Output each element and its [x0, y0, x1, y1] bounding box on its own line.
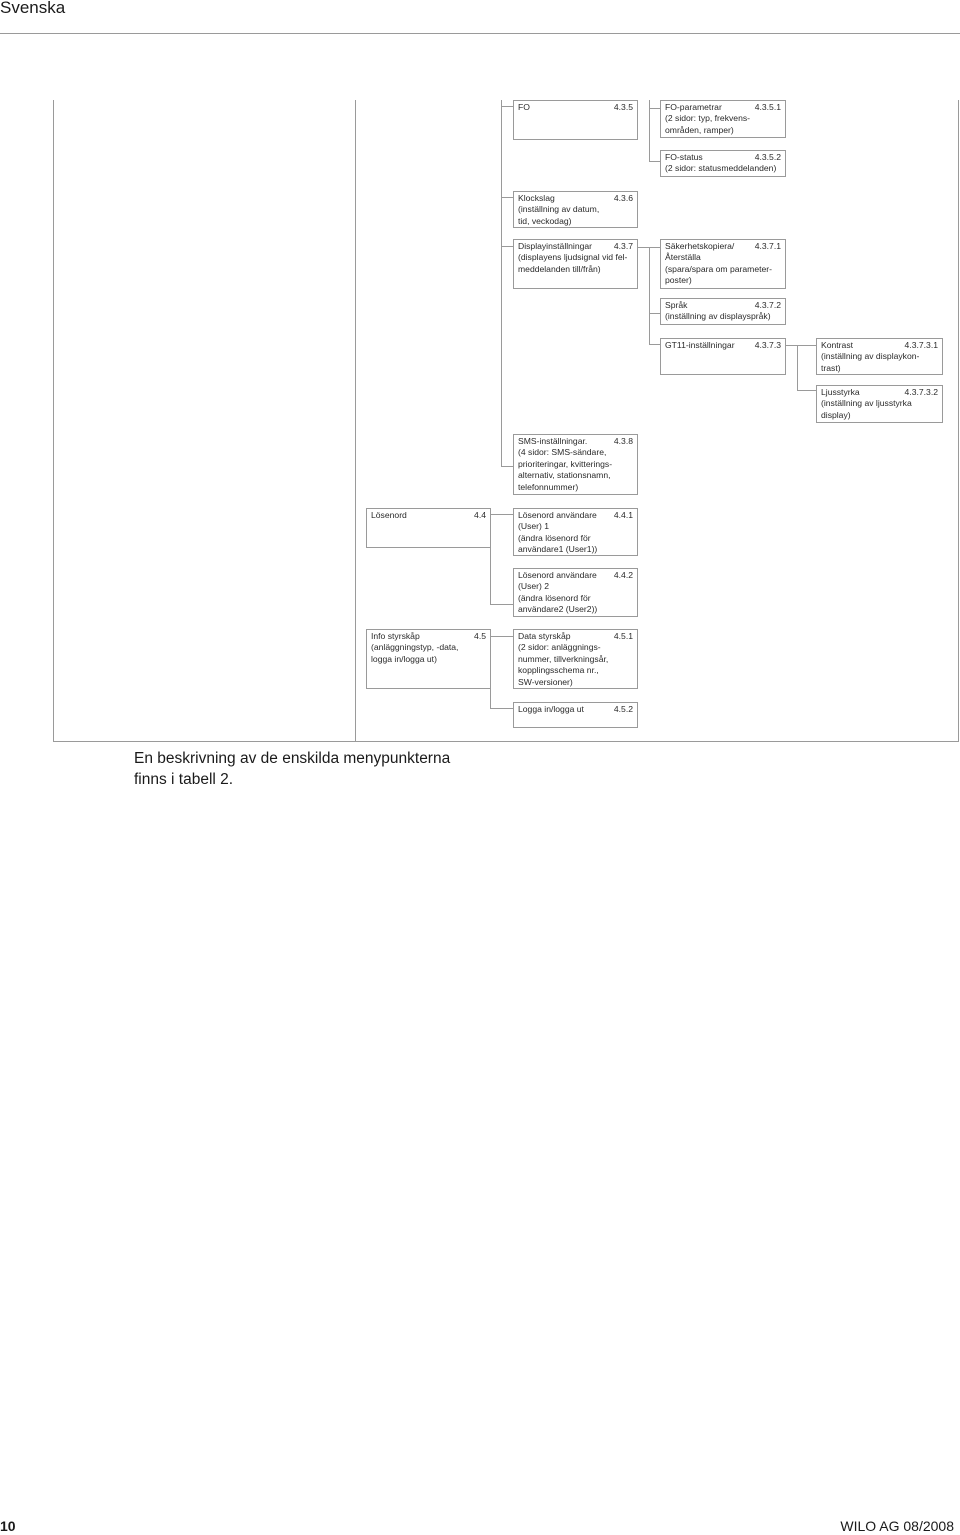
frame-left-line — [53, 100, 54, 741]
node-label: SMS-inställningar. — [518, 436, 588, 446]
menu-node-info-styrskap[interactable] — [366, 629, 491, 689]
menu-node-sprak[interactable] — [660, 298, 786, 325]
node-number: 4.3.5 — [613, 102, 633, 112]
menu-node-displayinstallningar[interactable] — [513, 239, 638, 289]
node-label: Ljusstyrka — [821, 387, 860, 397]
node-label: Säkerhetskopiera/ — [665, 241, 735, 251]
node-desc: (2 sidor: anläggnings- nummer, tillverkningsår, kopplingsschema nr., SW-versioner) — [518, 642, 609, 687]
menu-node-losenord[interactable] — [366, 508, 491, 548]
node-label: FO-parametrar — [665, 102, 722, 112]
node-desc: (User) 1 (ändra lösenord för användare1 (User1)) — [518, 521, 598, 555]
node-label: Språk — [665, 300, 688, 310]
page-number: 10 — [0, 1518, 16, 1534]
node-number: 4.5.1 — [613, 631, 633, 641]
connector — [501, 197, 513, 198]
node-desc: (2 sidor: statusmeddelanden) — [665, 163, 777, 174]
menu-node-klockslag[interactable] — [513, 191, 638, 228]
level1-spine — [355, 100, 356, 741]
connector — [490, 514, 513, 515]
node-label: Displayinställningar — [518, 241, 593, 251]
connector — [490, 708, 513, 709]
connector — [649, 161, 660, 162]
connector — [649, 313, 660, 314]
node-number: 4.3.7.3.2 — [904, 387, 938, 397]
frame-bottom-line — [53, 741, 959, 742]
node-desc: (4 sidor: SMS-sändare, prioriteringar, kvitterings- alternativ, stationsnamn, telefonnummer) — [518, 447, 613, 492]
node-label: Lösenord — [371, 510, 407, 520]
node-label: FO-status — [665, 152, 703, 162]
node-number: 4.3.8 — [613, 436, 633, 446]
connector — [501, 246, 513, 247]
node-label: Kontrast — [821, 340, 854, 350]
node-label: Info styrskåp — [371, 631, 420, 641]
connector — [637, 247, 660, 248]
node-desc: (anläggningstyp, -data, logga in/logga ut) — [371, 642, 459, 664]
publisher-imprint: WILO AG 08/2008 — [840, 1518, 954, 1534]
node-desc: Återställa (spara/spara om parameter- poster) — [665, 252, 772, 286]
connector — [797, 390, 816, 391]
node-number: 4.3.7.1 — [754, 241, 781, 251]
node-label: GT11-inställningar — [665, 340, 735, 350]
level4-spine-gt11 — [797, 345, 798, 391]
node-number: 4.3.7 — [613, 241, 633, 251]
node-desc: (inställning av ljusstyrka display) — [821, 398, 912, 420]
connector — [649, 108, 660, 109]
menu-node-losenord-anvandare-1[interactable] — [513, 508, 638, 556]
node-number: 4.4 — [474, 510, 486, 520]
node-number: 4.5.2 — [613, 704, 633, 714]
menu-node-gt11-installningar[interactable] — [660, 338, 786, 375]
frame-right-line — [958, 100, 959, 741]
connector — [490, 636, 513, 637]
node-number: 4.3.7.2 — [754, 300, 781, 310]
node-label: FO — [518, 102, 530, 112]
header-language: Svenska — [0, 0, 66, 17]
level3-spine-display — [649, 247, 650, 344]
node-number: 4.4.2 — [613, 570, 633, 580]
menu-node-fo-status[interactable] — [660, 150, 786, 177]
node-number: 4.4.1 — [613, 510, 633, 520]
node-desc: (inställning av displayspråk) — [665, 311, 771, 322]
node-label: Klockslag — [518, 193, 555, 203]
connector — [501, 106, 513, 107]
connector — [785, 345, 816, 346]
node-desc: (displayens ljudsignal vid fel- meddelanden till/från) — [518, 252, 628, 274]
menu-node-fo[interactable] — [513, 100, 638, 140]
node-desc: (inställning av datum, tid, veckodag) — [518, 204, 600, 226]
menu-tree-diagram — [0, 0, 960, 760]
node-number: 4.3.5.1 — [754, 102, 781, 112]
level3-spine-fo — [649, 100, 650, 162]
footnote-text: En beskrivning av de enskilda menypunkterna finns i tabell 2. — [134, 750, 451, 788]
node-number: 4.3.7.3.1 — [904, 340, 938, 350]
node-desc: (2 sidor: typ, frekvens- områden, ramper) — [665, 113, 751, 135]
node-label: Data styrskåp — [518, 631, 571, 641]
menu-node-losenord-anvandare-2[interactable] — [513, 568, 638, 617]
node-desc: (User) 2 (ändra lösenord för användare2 (User2)) — [518, 581, 598, 615]
node-number: 4.3.7.3 — [754, 340, 781, 350]
menu-node-fo-parametrar[interactable] — [660, 100, 786, 138]
menu-node-ljusstyrka[interactable] — [816, 385, 943, 423]
menu-node-data-styrskap[interactable] — [513, 629, 638, 689]
connector — [649, 344, 660, 345]
menu-node-logga-in-ut[interactable] — [513, 702, 638, 728]
node-number: 4.5 — [474, 631, 486, 641]
node-label: Lösenord användare — [518, 570, 597, 580]
node-number: 4.3.6 — [613, 193, 633, 203]
menu-node-kontrast[interactable] — [816, 338, 943, 375]
node-label: Logga in/logga ut — [518, 704, 584, 714]
connector — [490, 604, 513, 605]
node-number: 4.3.5.2 — [754, 152, 781, 162]
menu-node-sakerhetskopiera[interactable] — [660, 239, 786, 289]
node-desc: (inställning av displaykon- trast) — [821, 351, 920, 373]
connector — [501, 466, 513, 467]
menu-node-sms-installningar[interactable] — [513, 434, 638, 495]
level2-spine-menu3 — [501, 100, 502, 467]
node-label: Lösenord användare — [518, 510, 597, 520]
